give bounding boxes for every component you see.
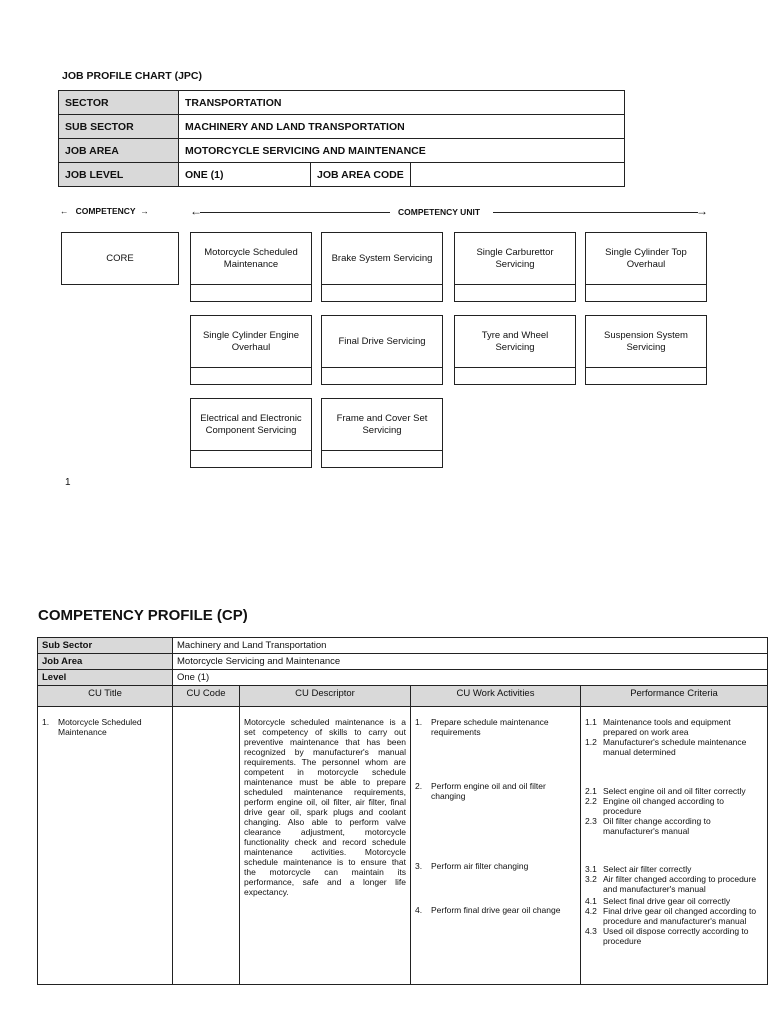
list-item: 1.1 Maintenance tools and equipment prepared on work area — [585, 717, 731, 738]
header-cu-work-activities: CU Work Activities — [411, 686, 581, 707]
header-performance-criteria: Performance Criteria — [581, 686, 768, 707]
list-item: 2. Perform engine oil and oil filter changing — [415, 781, 546, 802]
cu-title-text: Motorcycle Scheduled Maintenance — [58, 717, 142, 738]
unit-arrow-right-icon: → — [696, 204, 708, 218]
cu-box — [321, 315, 443, 385]
unit-line-left — [200, 212, 390, 213]
cp-level-label: Level — [38, 670, 173, 686]
list-item: 3.1 Select air filter correctly — [585, 864, 692, 875]
cp-jobarea-label: Job Area — [38, 654, 173, 670]
cp-subsector-value: Machinery and Land Transportation — [173, 638, 768, 654]
list-item: 4.2 Final drive gear oil changed according to procedure and manufacturer's manual — [585, 906, 757, 927]
header-cu-descriptor: CU Descriptor — [240, 686, 411, 707]
list-item: 4.3 Used oil dispose correctly according to procedure — [585, 926, 749, 947]
cp-subsector-label: Sub Sector — [38, 638, 173, 654]
cu-title: Single Cylinder Engine Overhaul — [191, 316, 311, 368]
jpc-table — [58, 90, 625, 187]
list-item: 4. Perform final drive gear oil change — [415, 905, 561, 915]
subsector-label: SUB SECTOR — [59, 115, 179, 139]
cu-box — [190, 232, 312, 302]
arrow-right-icon: → — [140, 206, 149, 216]
cu-title: Single Carburettor Servicing — [455, 233, 575, 285]
arrow-left-icon: ← — [60, 206, 69, 216]
cu-title: Tyre and Wheel Servicing — [455, 316, 575, 368]
cu-box — [321, 232, 443, 302]
sector-label: SECTOR — [59, 91, 179, 115]
performance-criteria-cell — [581, 707, 768, 985]
cu-title: Frame and Cover Set Servicing — [322, 399, 442, 451]
list-item: 2.2 Engine oil changed according to procedure — [585, 796, 724, 817]
list-item: 2.1 Select engine oil and oil filter correctly — [585, 786, 746, 797]
list-item: 4.1 Select final drive gear oil correctly — [585, 896, 731, 907]
cu-box — [190, 398, 312, 468]
cu-title: Suspension System Servicing — [586, 316, 706, 368]
jobarea-label: JOB AREA — [59, 139, 179, 163]
unit-arrow-left-icon: ← — [190, 204, 202, 218]
page-number: 1 — [65, 477, 71, 488]
competency-unit-label: COMPETENCY UNIT — [398, 207, 481, 217]
core-box: CORE — [61, 232, 179, 285]
cu-box — [454, 232, 576, 302]
jobareacode-label: JOB AREA CODE — [311, 163, 411, 187]
header-cu-title: CU Title — [38, 686, 173, 707]
sector-value: TRANSPORTATION — [179, 91, 625, 115]
list-item: 3. Perform air filter changing — [415, 861, 529, 871]
cu-title: Final Drive Servicing — [322, 316, 442, 368]
cp-level-value: One (1) — [173, 670, 768, 686]
cp-table — [37, 637, 768, 985]
cu-title: Single Cylinder Top Overhaul — [586, 233, 706, 285]
competency-label: COMPETENCY — [75, 206, 136, 216]
cu-title-cell — [38, 707, 173, 985]
cp-title: COMPETENCY PROFILE (CP) — [38, 607, 248, 624]
cu-code-cell — [173, 707, 240, 985]
cp-jobarea-value: Motorcycle Servicing and Maintenance — [173, 654, 768, 670]
cu-box — [190, 315, 312, 385]
table-row — [38, 707, 768, 985]
unit-line-right — [493, 212, 698, 213]
competency-arrow-label — [60, 206, 149, 216]
cu-title: Electrical and Electronic Component Servicing — [191, 399, 311, 451]
list-item: 1. Prepare schedule maintenance requirements — [415, 717, 549, 738]
jobareacode-value — [411, 163, 625, 187]
cu-title-number: 1. — [42, 717, 50, 727]
cu-descriptor-cell: Motorcycle scheduled maintenance is a set competency of skills to carry out preventive maintenance that has been recognized by manufacturer's manual requirements. The personnel whom are competent in motorcycle schedule maintenance must be able to prepare scheduled maintenance requirements, perform engine oil, oil filter, air filter, final drive gear oil, spark plugs and coolant changing. Also able to perform valve clearance adjustment, motorcycle functionality check and record schedule maintenance activities. Motorcycle schedule maintenance is to ensure that the motorcycle can maintain its performance, safe and a longer life expectancy. — [240, 707, 411, 985]
header-cu-code: CU Code — [173, 686, 240, 707]
joblevel-label: JOB LEVEL — [59, 163, 179, 187]
cu-title: Brake System Servicing — [322, 233, 442, 285]
list-item: 1.2 Manufacturer's schedule maintenance manual determined — [585, 737, 747, 758]
joblevel-value: ONE (1) — [179, 163, 311, 187]
cu-box — [585, 315, 707, 385]
cu-title: Motorcycle Scheduled Maintenance — [191, 233, 311, 285]
jpc-title: JOB PROFILE CHART (JPC) — [62, 70, 203, 82]
subsector-value: MACHINERY AND LAND TRANSPORTATION — [179, 115, 625, 139]
cu-activities-cell — [411, 707, 581, 985]
list-item: 2.3 Oil filter change according to manufacturer's manual — [585, 816, 711, 837]
cu-box — [454, 315, 576, 385]
cu-box — [585, 232, 707, 302]
cu-box — [321, 398, 443, 468]
list-item: 3.2 Air filter changed according to procedure and manufacturer's manual — [585, 874, 757, 895]
jobarea-value: MOTORCYCLE SERVICING AND MAINTENANCE — [179, 139, 625, 163]
